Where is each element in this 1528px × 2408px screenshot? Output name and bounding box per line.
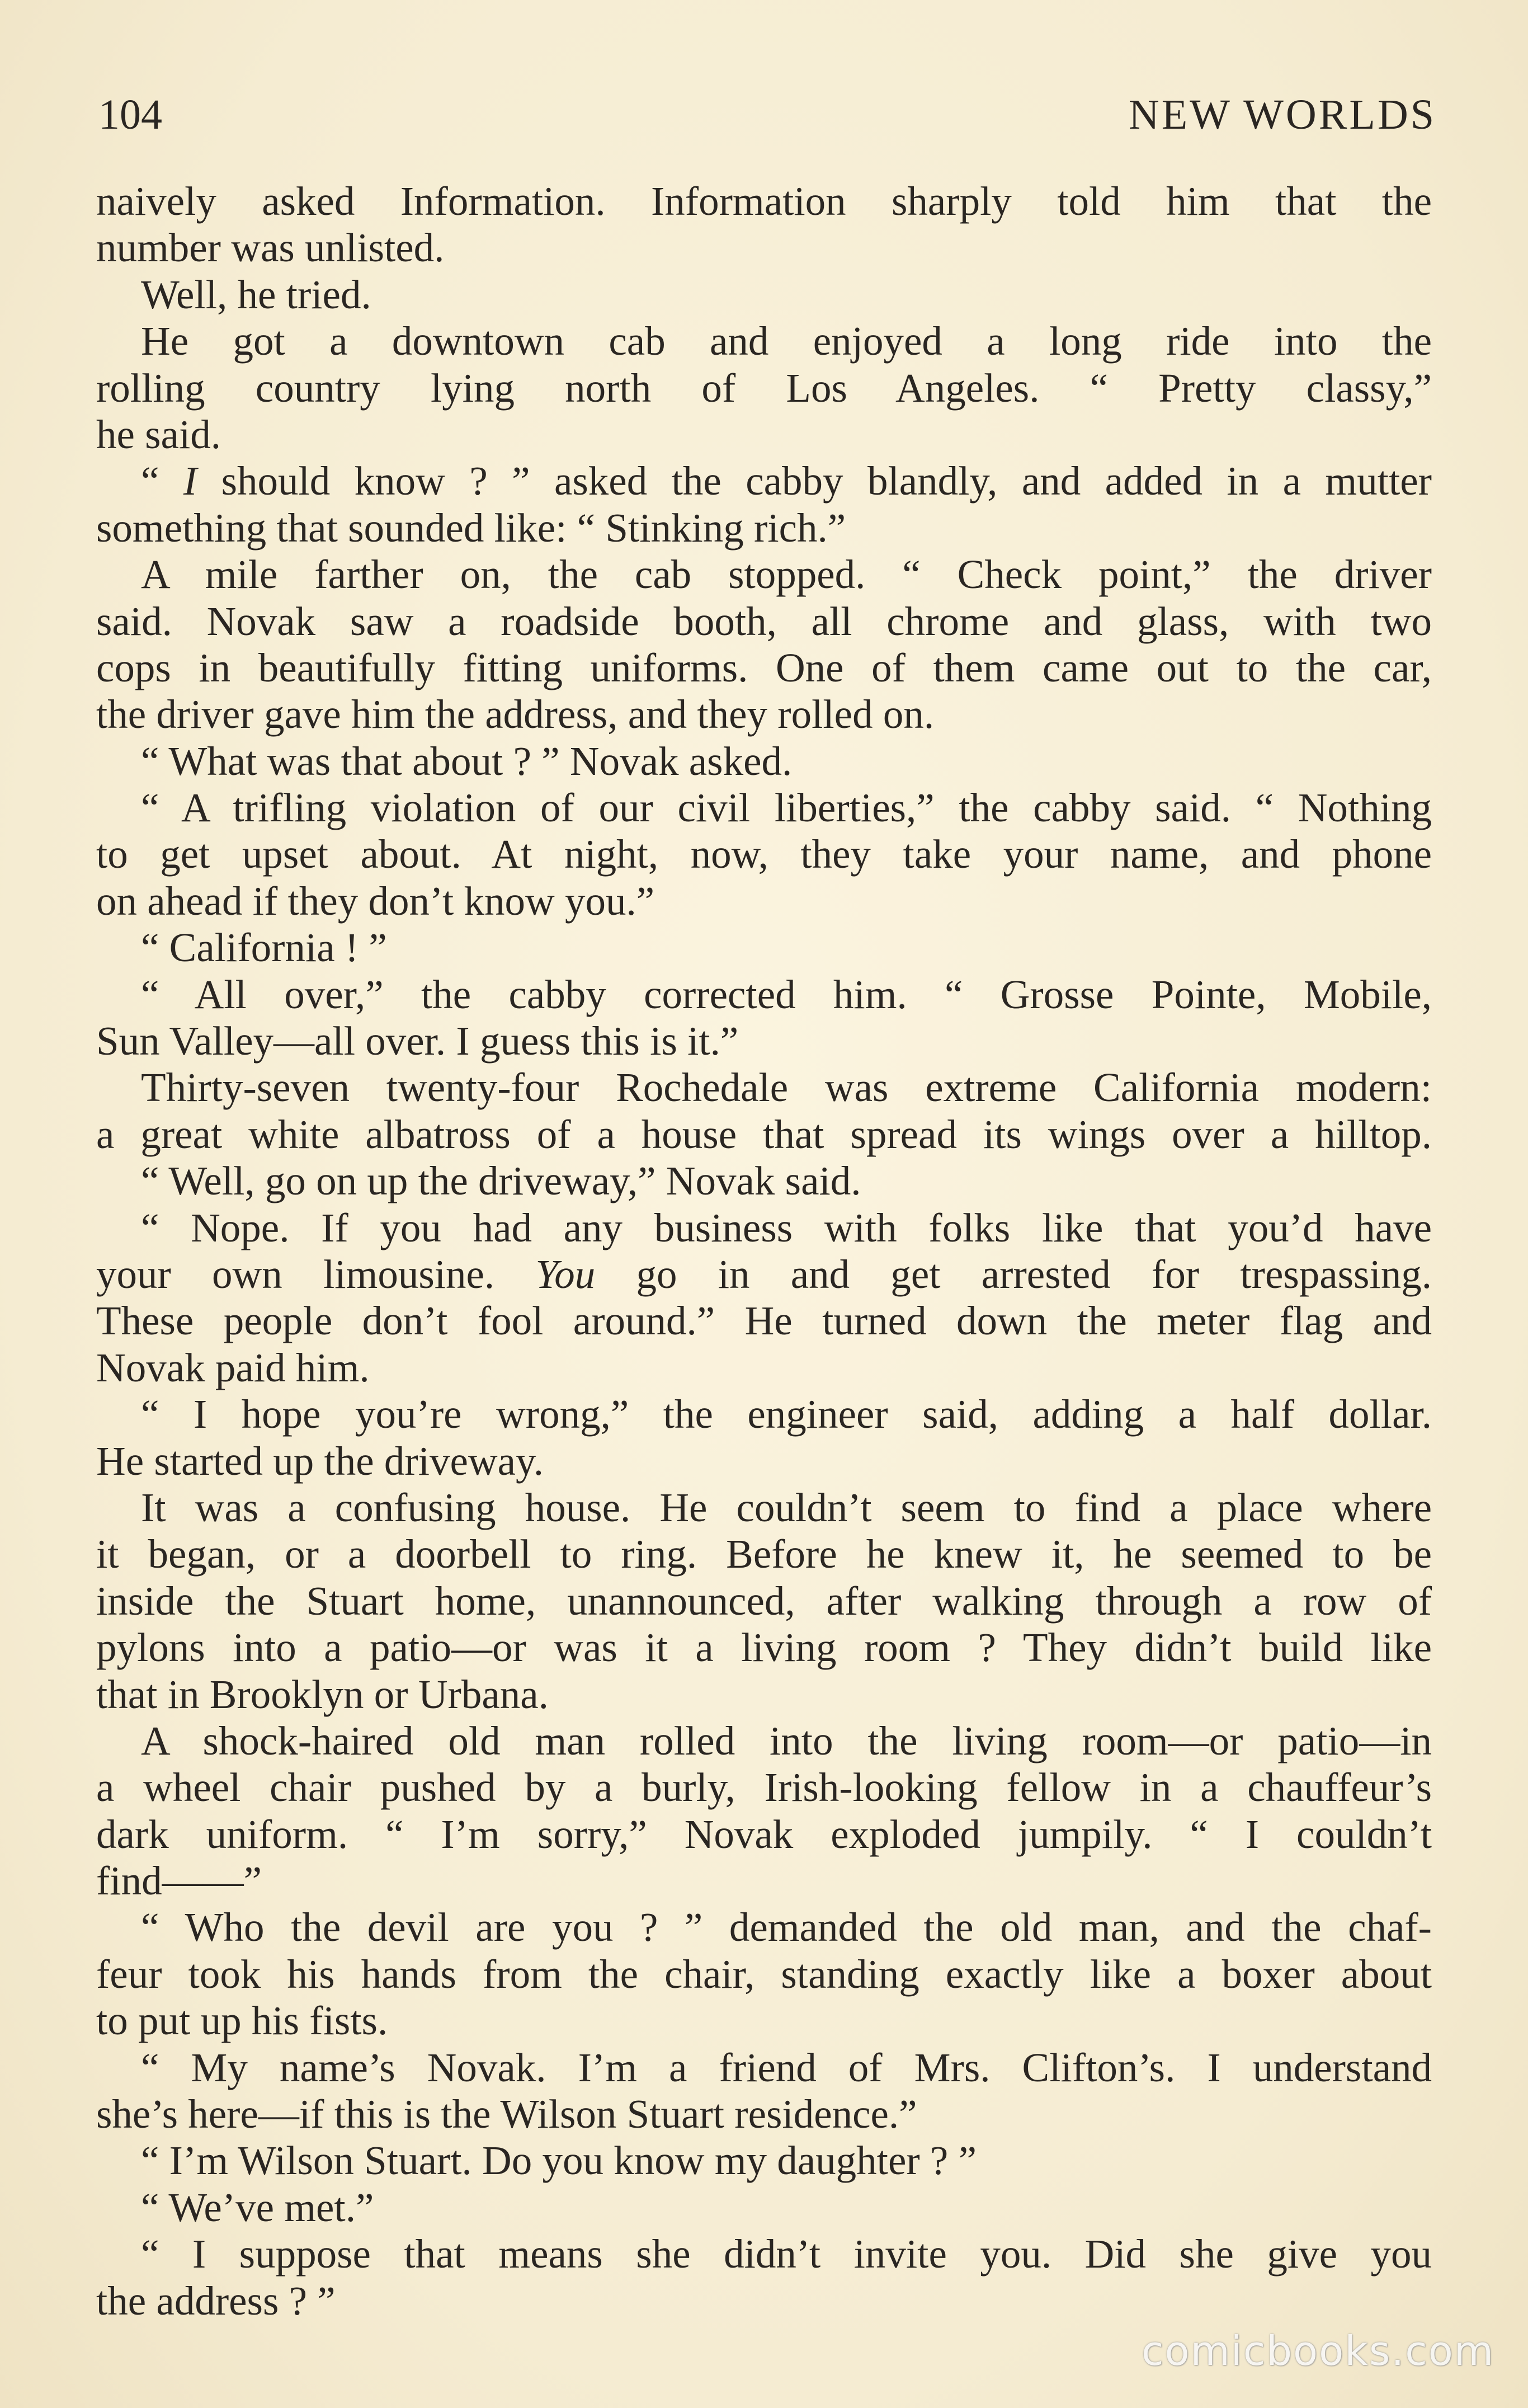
text-line: Novak paid him. bbox=[96, 1344, 370, 1390]
text-line: “ I’m Wilson Stuart. Do you know my daughter ? ” bbox=[141, 2138, 977, 2184]
body-text bbox=[96, 178, 1432, 2324]
text-line: “ We’ve met.” bbox=[141, 2184, 374, 2230]
text-line: it began, or a doorbell to ring. Before he knew it, he seemed to be bbox=[96, 1531, 1432, 1577]
text-line: a wheel chair pushed by a burly, Irish-looking fellow in a chauffeur’s bbox=[96, 1765, 1432, 1810]
text-line: “ I suppose that means she didn’t invite you. Did she give you bbox=[141, 2231, 1432, 2277]
text-line: naively asked Information. Information sharply told him that the bbox=[96, 178, 1432, 224]
text-line: “ A trifling violation of our civil liberties,” the cabby said. “ Nothing bbox=[141, 785, 1432, 831]
watermark: comicbooks.com bbox=[1141, 2327, 1494, 2374]
text-line: number was unlisted. bbox=[96, 225, 445, 271]
text-line: something that sounded like: “ Stinking rich.” bbox=[96, 505, 846, 551]
text-line: on ahead if they don’t know you.” bbox=[96, 878, 655, 924]
text-line: dark uniform. “ I’m sorry,” Novak exploded jumpily. “ I couldn’t bbox=[96, 1811, 1432, 1857]
text-line: “ California ! ” bbox=[141, 925, 387, 971]
text-line: “ Who the devil are you ? ” demanded the old man, and the chaf- bbox=[141, 1904, 1432, 1950]
text-line: rolling country lying north of Los Angeles. “ Pretty classy,” bbox=[96, 365, 1432, 411]
text-line: to put up his fists. bbox=[96, 1998, 388, 2044]
page-number: 104 bbox=[98, 91, 162, 138]
running-head: NEW WORLDS bbox=[1128, 91, 1436, 138]
text-line: “ I should know ? ” asked the cabby blandly, and added in a mutter bbox=[141, 458, 1432, 504]
text-line: “ All over,” the cabby corrected him. “ Grosse Pointe, Mobile, bbox=[141, 971, 1432, 1017]
text-line: Thirty-seven twenty-four Rochedale was extreme California modern: bbox=[141, 1065, 1432, 1111]
text-line: feur took his hands from the chair, standing exactly like a boxer about bbox=[96, 1951, 1432, 1997]
text-line: a great white albatross of a house that spread its wings over a hilltop. bbox=[96, 1111, 1432, 1157]
text-line: the address ? ” bbox=[96, 2278, 336, 2324]
text-line: said. Novak saw a roadside booth, all chrome and glass, with two bbox=[96, 598, 1432, 644]
text-line: “ I hope you’re wrong,” the engineer said, adding a half dollar. bbox=[141, 1391, 1432, 1437]
text-line: pylons into a patio—or was it a living room ? They didn’t build like bbox=[96, 1625, 1432, 1671]
text-line: your own limousine. You go in and get arrested for trespassing. bbox=[96, 1251, 1432, 1297]
text-line: that in Brooklyn or Urbana. bbox=[96, 1671, 549, 1717]
text-line: He started up the driveway. bbox=[96, 1438, 544, 1484]
text-line: find——” bbox=[96, 1858, 262, 1904]
text-line: These people don’t fool around.” He turned down the meter flag and bbox=[96, 1298, 1432, 1344]
text-line: cops in beautifully fitting uniforms. One of them came out to the car, bbox=[96, 645, 1432, 690]
text-line: A mile farther on, the cab stopped. “ Check point,” the driver bbox=[141, 552, 1432, 598]
text-line: inside the Stuart home, unannounced, after walking through a row of bbox=[96, 1578, 1432, 1624]
text-line: “ My name’s Novak. I’m a friend of Mrs. Clifton’s. I understand bbox=[141, 2044, 1432, 2090]
text-line: to get upset about. At night, now, they take your name, and phone bbox=[96, 831, 1432, 877]
text-line: A shock-haired old man rolled into the living room—or patio—in bbox=[141, 1718, 1432, 1763]
text-line: she’s here—if this is the Wilson Stuart residence.” bbox=[96, 2091, 917, 2137]
text-line: He got a downtown cab and enjoyed a long ride into the bbox=[141, 318, 1432, 364]
text-line: the driver gave him the address, and they rolled on. bbox=[96, 692, 935, 737]
text-line: “ What was that about ? ” Novak asked. bbox=[141, 738, 793, 784]
text-line: “ Well, go on up the driveway,” Novak said. bbox=[141, 1158, 861, 1204]
text-line: “ Nope. If you had any business with folks like that you’d have bbox=[141, 1205, 1432, 1250]
text-line: It was a confusing house. He couldn’t seem to find a place where bbox=[141, 1484, 1432, 1530]
text-line: Well, he tried. bbox=[141, 271, 371, 317]
text-line: he said. bbox=[96, 411, 221, 457]
page-header bbox=[98, 84, 1436, 145]
text-line: Sun Valley—all over. I guess this is it.” bbox=[96, 1018, 739, 1064]
